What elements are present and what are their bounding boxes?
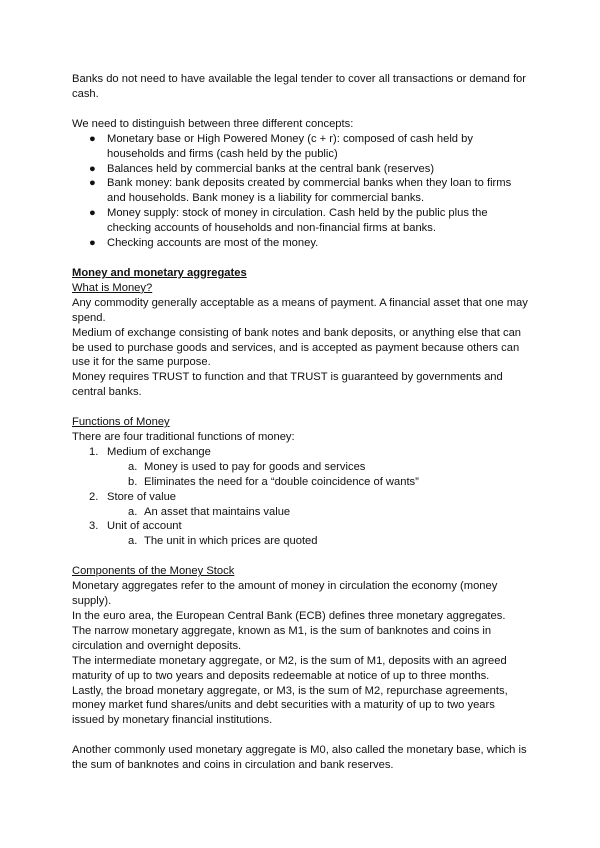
list-item: b. Eliminates the need for a “double coincidence of wants” [128, 475, 419, 488]
list-item: 1. Medium of exchange a. Money is used to pay for goods and services b. Eliminates the need for a “double coincidence of wants” [72, 445, 528, 490]
concepts-list [72, 132, 528, 251]
intro-paragraph: Banks do not need to have available the legal tender to cover all transactions or demand for cash. [72, 73, 527, 100]
sub-list [72, 460, 528, 490]
document-page [72, 72, 528, 773]
sub-list [72, 534, 528, 549]
sub-list [72, 505, 528, 520]
functions-intro: There are four traditional functions of money: [72, 431, 295, 444]
list-item: ● Balances held by commercial banks at the central bank (reserves) [89, 162, 435, 175]
bullet-icon: ● [89, 237, 96, 250]
list-letter: a. [128, 535, 138, 548]
paragraph: In the euro area, the European Central Bank (ECB) defines three monetary aggregates. [72, 610, 506, 622]
list-number: 1. [89, 445, 99, 458]
subheading-functions: Functions of Money [72, 416, 170, 429]
list-item: ● Money supply: stock of money in circulation. Cash held by the public plus the checking accounts of households and non-financial firms at banks. [89, 207, 488, 235]
paragraph: Any commodity generally acceptable as a means of payment. A financial asset that one may spend. [72, 296, 528, 324]
list-item: a. An asset that maintains value [128, 505, 291, 518]
paragraph: Lastly, the broad monetary aggregate, or M3, is the sum of M2, repurchase agreements, money market fund shares/units and debt securities with a maturity of up to two years issued by monetary financial institutions. [72, 684, 508, 727]
list-number: 2. [89, 490, 99, 503]
subheading-what-is-money: What is Money? [72, 281, 153, 294]
paragraph: Medium of exchange consisting of bank notes and bank deposits, or anything else that can be used to purchase goods and services, and is accepted as payment because others can use it for the same purpose. [72, 326, 522, 369]
list-item: a. Money is used to pay for goods and services [128, 460, 366, 473]
list-number: 3. [89, 520, 99, 533]
paragraph: Monetary aggregates refer to the amount of money in circulation the economy (money supply). [72, 580, 498, 608]
functions-list [72, 445, 528, 549]
bullet-icon: ● [89, 132, 96, 145]
list-letter: a. [128, 505, 138, 518]
paragraph: Money requires TRUST to function and that TRUST is guaranteed by governments and central banks. [72, 371, 503, 399]
paragraph: The intermediate monetary aggregate, or M2, is the sum of M1, deposits with an agreed maturity of up to two years and deposits redeemable at notice of up to three months. [72, 654, 507, 682]
list-item: 2. Store of value a. An asset that maintains value [72, 490, 528, 520]
list-item: a. The unit in which prices are quoted [128, 535, 318, 548]
bullet-icon: ● [89, 177, 96, 190]
list-letter: b. [128, 475, 138, 488]
bullet-icon: ● [89, 162, 96, 175]
list-item: ● Checking accounts are most of the money. [89, 237, 319, 250]
concepts-intro: We need to distinguish between three different concepts: [72, 117, 354, 130]
subheading-components: Components of the Money Stock [72, 565, 235, 578]
list-item: ● Monetary base or High Powered Money (c + r): composed of cash held by households and firms (cash held by the public) [89, 132, 473, 160]
bullet-icon: ● [89, 207, 96, 220]
paragraph: The narrow monetary aggregate, known as M1, is the sum of banknotes and coins in circulation and overnight deposits. [72, 624, 492, 652]
closing-paragraph: Another commonly used monetary aggregate is M0, also called the monetary base, which is the sum of banknotes and coins in circulation and bank reserves. [72, 744, 527, 772]
section-heading: Money and monetary aggregates [72, 266, 247, 279]
list-letter: a. [128, 460, 138, 473]
list-item: 3. Unit of account a. The unit in which prices are quoted [72, 519, 528, 549]
list-item: ● Bank money: bank deposits created by commercial banks when they loan to firms and households. Bank money is a liability for commercial banks. [89, 177, 512, 205]
